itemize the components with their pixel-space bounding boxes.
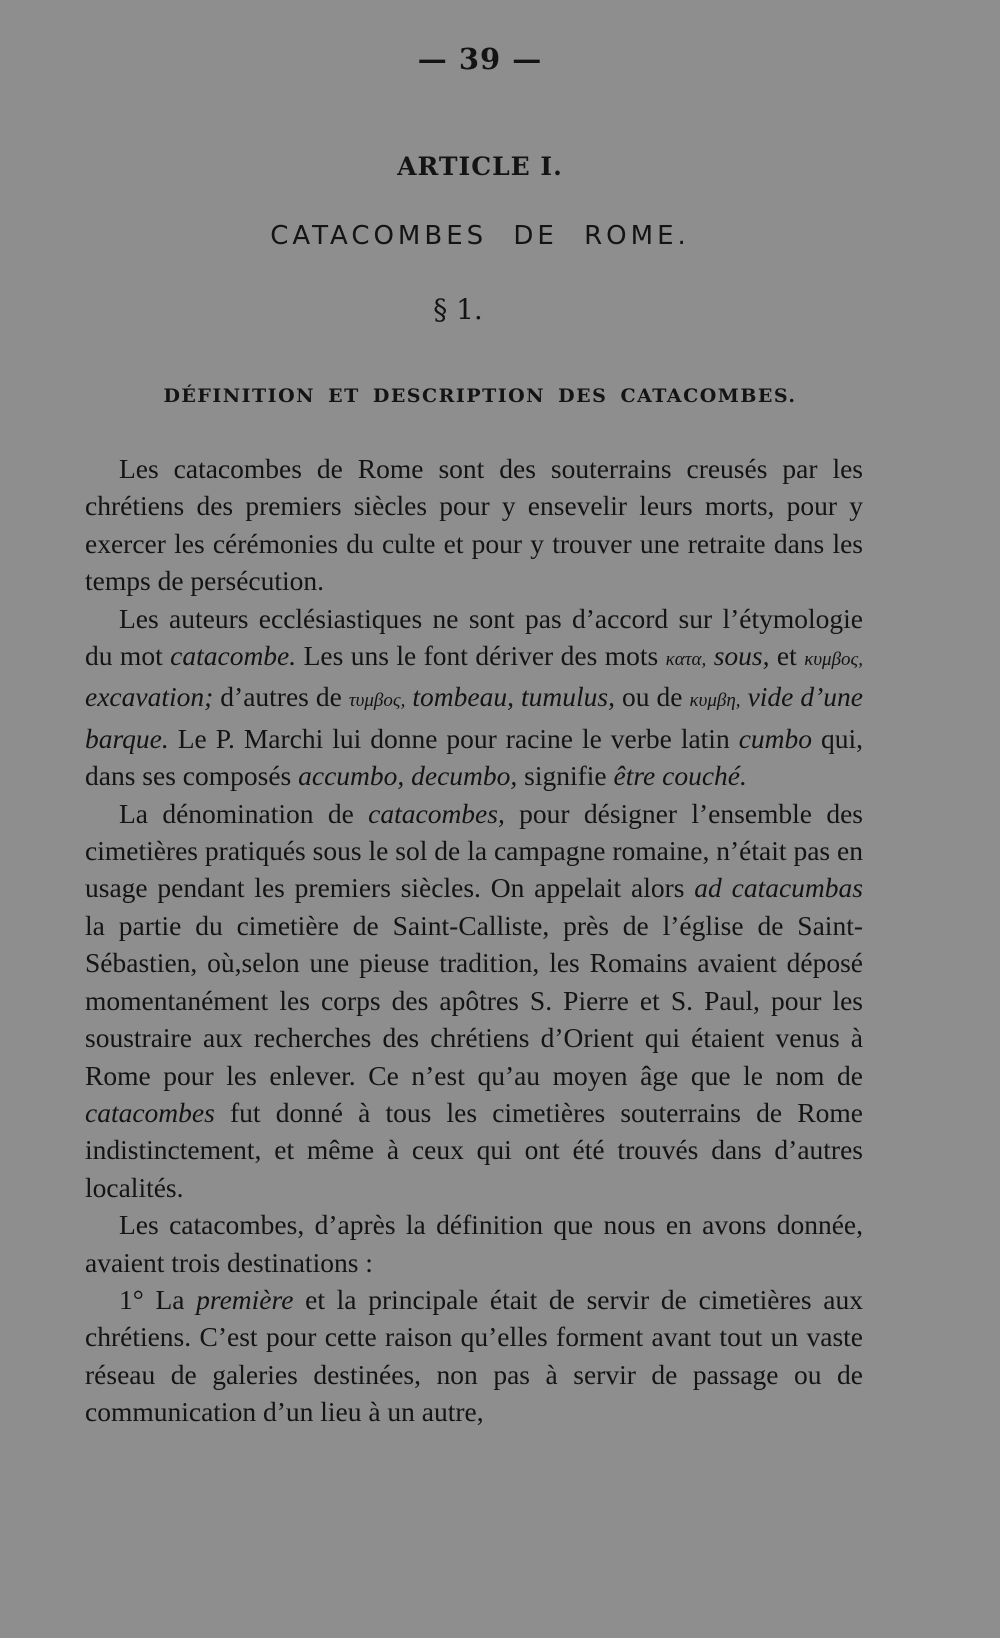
italic-term: excavation; <box>85 681 214 713</box>
paragraph-first-destination <box>85 1281 863 1431</box>
text-run: qui, dans ses composés <box>85 722 864 792</box>
italic-term: ad catacumbas <box>694 872 863 904</box>
text-run <box>706 640 713 671</box>
paragraph-denomination <box>85 795 863 1206</box>
text-run: et la principale était de servir de cimetières aux chrétiens. C’est pour cette raison qu’elles forment avant tout un vaste réseau de galeries destinées, non pas à servir de passage ou de communication d’un lieu à un autre, <box>85 1283 863 1428</box>
text-run <box>741 681 748 712</box>
italic-term: cumbo <box>738 722 813 754</box>
italic-term: tombeau, tumulus, <box>412 681 615 713</box>
greek-word: τυμβος, <box>348 690 406 712</box>
text-run: Les catacombes, d’après la définition que nous en avons donnée, avaient trois destinations : <box>85 1209 863 1278</box>
body-text <box>85 450 863 1431</box>
italic-term: première <box>196 1283 294 1315</box>
text-run: ou de <box>614 681 690 713</box>
italic-term: catacombes <box>85 1096 215 1128</box>
paragraph-definition <box>85 450 863 600</box>
text-run: la partie du cimetière de Saint-Calliste, près de l’église de Saint-Sébastien, où,selon une pieuse tradition, les Romains avaient déposé momentanément les corps des apôtres S. Pierre et S. Paul, pour les soustraire aux recherches des chrétiens d’Orient qui étaient venus à Rome pour les enlever. Ce n’est qu’au moyen âge que le nom de <box>85 909 863 1091</box>
greek-word: κατα, <box>665 649 707 671</box>
chapter-title: CATACOMBES DE ROME. <box>270 221 690 251</box>
text-run: 1° La <box>119 1283 197 1315</box>
text-run: et <box>769 640 805 672</box>
text-run: Le P. Marchi lui donne pour racine le verbe latin <box>168 722 739 754</box>
text-run: La dénomination de <box>119 797 369 829</box>
italic-term: sous, <box>713 640 770 672</box>
greek-word: κυμβη, <box>689 690 741 712</box>
paragraph-etymology <box>85 600 863 795</box>
greek-word: κυμβος, <box>804 649 864 671</box>
text-run: d’autres de <box>213 681 349 713</box>
section-mark: § 1. <box>433 293 483 326</box>
text-run: Les catacombes de Rome sont des souterrains creusés par les chrétiens des premiers siècles pour y ensevelir leurs morts, pour y exercer les cérémonies du culte et pour y trouver une retraite dans les temps de persécution. <box>85 453 863 597</box>
italic-term: vide d’une barque. <box>85 681 864 754</box>
text-run: Les uns le font dériver des mots <box>296 640 666 672</box>
section-title: DÉFINITION ET DESCRIPTION DES CATACOMBES. <box>163 385 797 407</box>
italic-term: catacombe. <box>170 640 297 672</box>
italic-term: catacombes, <box>368 797 505 829</box>
italic-term: être couché. <box>613 760 747 792</box>
text-run: Les auteurs ecclésiastiques ne sont pas d’accord sur l’étymologie du mot <box>85 602 863 672</box>
italic-term: accumbo, decumbo, <box>298 760 518 792</box>
text-run: pour désigner l’ensemble des cimetières pratiqués sous le sol de la campagne romaine, n’était pas en usage pendant les premiers siècles. On appelait alors <box>85 797 863 904</box>
text-run: signifie <box>517 760 614 792</box>
paragraph-destinations <box>85 1206 863 1281</box>
text-run: fut donné à tous les cimetières souterrains de Rome indistinctement, et même à ceux qui ont été trouvés dans d’autres localités. <box>85 1096 863 1203</box>
article-heading: ARTICLE I. <box>397 152 563 181</box>
page-number: — 39 — <box>417 42 543 76</box>
